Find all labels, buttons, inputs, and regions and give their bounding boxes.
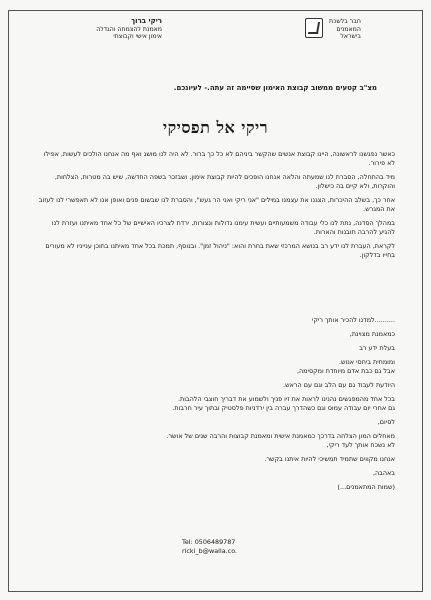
org-line-1: חבר בלשכת: [329, 18, 361, 25]
sender-title-1: מאמנת להצמחה והגדלה: [96, 25, 162, 33]
feedback-poem: [36, 316, 395, 492]
intro-line: מצ"ב קטעים ממשוב קבוצת האימון שסיימה זה עתה.- לעיונכם.: [173, 84, 377, 92]
poem-line: אנחנו מקווים שתמיד תמשיכי להיות איתנו בקשר.: [264, 455, 395, 463]
sender-title-2: אימון אישי וקבוצתי: [113, 33, 162, 40]
poem-line: ..........למדנו להכיר אותך ריקי: [311, 316, 395, 324]
org-line-3: בישראל: [340, 33, 361, 40]
feedback-body: [36, 150, 395, 265]
body-paragraph: במהלך הסדנה, נתת לנו כלי עבודה משמעותיים ועשית עימנו גדולות ונצורות, ירדת לצרכיו האישיים של כל אחד מאיתנו ועזרת לנו להגיע להרבה תובנות והארות.: [51, 219, 395, 236]
org-line-2: המאמנים: [336, 25, 361, 33]
poem-line: היודעת לעבוד גם עם הלב וגם עם הראש.: [283, 381, 395, 389]
org-logo-text: [329, 18, 361, 41]
body-paragraph: מיד בהתחלה, הסברת לנו שמעתה והלאה אנחנו הופכים להיות קבוצת אימון, ושבזכר בשפה החדשה, שיש בה מטרות, הצלחות, והוקרות, ולא קיים בה כישלון.: [54, 173, 395, 190]
contact-block: [182, 538, 237, 556]
poem-line: כמאמנת מצוינת,: [349, 330, 395, 338]
body-paragraph: לקראת, העברת לנו ידע רב בנושא המרכזי שאת בחרת והוא: "ניהול זמן". ובנוסף, תמכת בכל אחד מאיתנו בתוכן ענייניו לא מעורים בחייו בדלקון.: [45, 242, 395, 259]
poem-line: באהבה,: [372, 469, 395, 477]
contact-phone: Tel: 0506489787: [182, 538, 236, 546]
poem-line: בעלת ידע רב: [359, 344, 395, 352]
poem-line: אבל גם כבת אדם מיוחדת ומקסימה,: [296, 367, 395, 375]
poem-line: בכל אחד מהמפגשים נהנינו לראות את זיו פניך ולשמוע את דבריך חוצבי הלהבות.: [177, 395, 395, 403]
page-title: ריקי אל תפסיקי: [162, 118, 269, 137]
body-paragraph: אחר כך, בשלב ההיכרות, הצגנו את עצמנו במילים "אני ריקי ואני הר געש", והסברת לנו שבשום פנים ואופן אנו לא תאפשרי לנו לעזוב את המגרש.: [38, 196, 395, 213]
org-logo: [305, 18, 415, 41]
poem-line: (שמות המתאמנים...): [337, 483, 395, 491]
poem-line: לא נשכח אותך לעד ריקי,: [326, 441, 395, 449]
sender-name: ריקי ברוך: [131, 17, 162, 25]
poem-line: לסיום,: [377, 418, 395, 426]
page-border: [8, 10, 423, 592]
poem-line: מאחלים המון הצלחה בדרכך כמאמנת אישית ומאמנת קבוצות והרבה שנים של אושר.: [166, 432, 395, 440]
poem-line: ומומחית ביחסי אנוש.: [338, 358, 395, 366]
contact-email: ricki_b@walla.co.: [182, 547, 238, 555]
poem-line: גם אחרי יום עבודה עמוס וגם כשהדרך עברה בין ירדניות פלסטיק ובתוך עיר חרבות.: [172, 404, 395, 412]
sender-block: [22, 18, 162, 41]
org-logo-icon: [305, 18, 323, 38]
body-paragraph: כאשר נפגשנו לראשונה, היינו קבוצת אנשים שהקשר ביניהם לא כל כך ברור. לא היה לנו מושג ואף מה אנחנו הולכים לעשות, אפילו לא פירור.: [43, 150, 395, 167]
